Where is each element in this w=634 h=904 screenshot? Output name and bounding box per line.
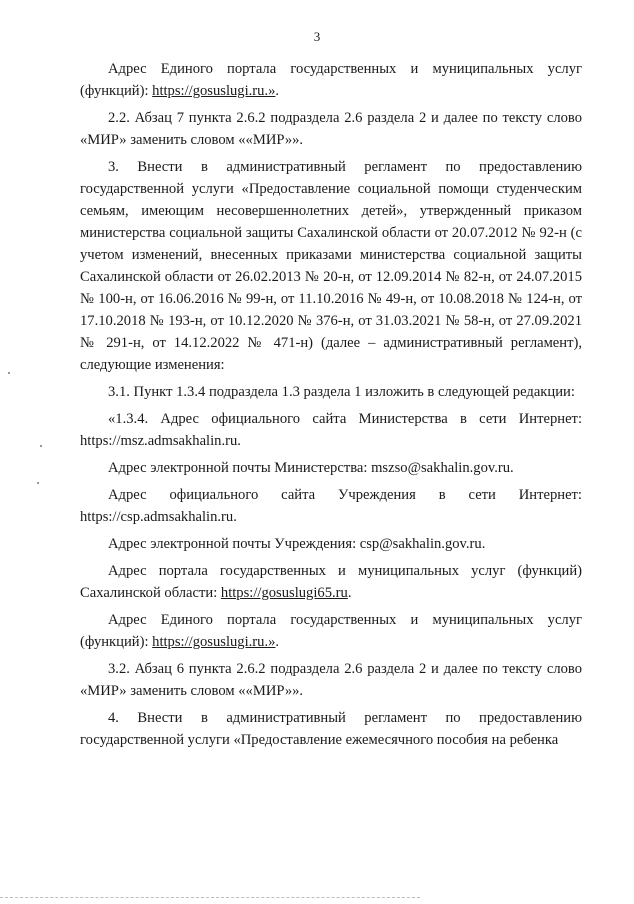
scan-edge-line: [0, 897, 420, 899]
link-text[interactable]: https://gosuslugi.ru.»: [152, 634, 276, 650]
paragraph-p7: [80, 484, 582, 528]
paragraph-text: Адрес портала государственных и муниципальных услуг (функций) Сахалинской области:: [80, 563, 582, 601]
paragraph-text: 3.1. Пункт 1.3.4 подраздела 1.3 раздела 1 изложить в следующей редакции:: [108, 384, 575, 400]
paragraph-p3: [80, 156, 582, 376]
paragraph-p2: [80, 107, 582, 151]
paragraph-text: 4. Внести в административный регламент по предоставлению государственной услуги «Предоставление ежемесячного пособия на ребенка: [80, 710, 582, 748]
paragraph-text: 3.2. Абзац 6 пункта 2.6.2 подраздела 2.6 раздела 2 и далее по тексту слово «МИР» заменить словом ««МИР»».: [80, 661, 582, 699]
link-text[interactable]: https://gosuslugi65.ru: [220, 585, 348, 601]
paragraph-text: .: [275, 634, 280, 650]
paragraph-p10: [80, 609, 582, 653]
paragraph-text: Адрес электронной почты Учреждения: csp@sakhalin.gov.ru.: [108, 536, 486, 552]
paragraph-p5: [80, 408, 582, 452]
paragraph-text: Адрес Единого портала государственных и муниципальных услуг (функций):: [80, 612, 582, 650]
paragraph-text: Адрес официального сайта Учреждения в сети Интернет: https://csp.admsakhalin.ru.: [80, 487, 582, 525]
paragraph-p4: [80, 381, 582, 403]
paragraph-p6: [80, 457, 582, 479]
paragraph-p1: [80, 58, 582, 102]
paragraph-p9: [80, 560, 582, 604]
paragraph-text: 2.2. Абзац 7 пункта 2.6.2 подраздела 2.6 раздела 2 и далее по тексту слово «МИР» заменить словом ««МИР»».: [80, 110, 582, 148]
paragraph-p12: [80, 707, 582, 751]
paragraph-text: «1.3.4. Адрес официального сайта Министерства в сети Интернет: https://msz.admsakhalin.ru.: [80, 411, 582, 449]
scan-speck: [37, 482, 39, 484]
paragraph-text: .: [275, 83, 280, 99]
paragraph-p8: [80, 533, 582, 555]
paragraph-text: 3. Внести в административный регламент по предоставлению государственной услуги «Предоставление социальной помощи студенческим семьям, имеющим несовершеннолетних детей», утвержденный приказом министерства социальной защиты Сахалинской области от 20.07.2012 № 92-н (с учетом изменений, внесенных приказами министерства социальной защиты Сахалинской области от 26.02.2013 № 20-н, от 12.09.2014 № 82-н, от 24.07.2015 № 100-н, от 16.06.2016 № 99-н, от 11.10.2016 № 49-н, от 10.08.2018 № 124-н, от 17.10.2018 № 193-н, от 10.12.2020 № 376-н, от 31.03.2021 № 58-н, от 27.09.2021 № 291-н, от 14.12.2022 № 471-н) (далее – административный регламент), следующие изменения:: [80, 159, 582, 373]
scan-speck: [8, 372, 10, 374]
link-text[interactable]: https://gosuslugi.ru.»: [152, 83, 276, 99]
document-body: [80, 58, 582, 756]
page-number: 3: [313, 29, 321, 44]
scan-speck: [40, 445, 42, 447]
paragraph-text: .: [347, 585, 352, 601]
paragraph-text: Адрес Единого портала государственных и муниципальных услуг (функций):: [80, 61, 582, 99]
paragraph-text: Адрес электронной почты Министерства: mszso@sakhalin.gov.ru.: [108, 460, 514, 476]
paragraph-p11: [80, 658, 582, 702]
